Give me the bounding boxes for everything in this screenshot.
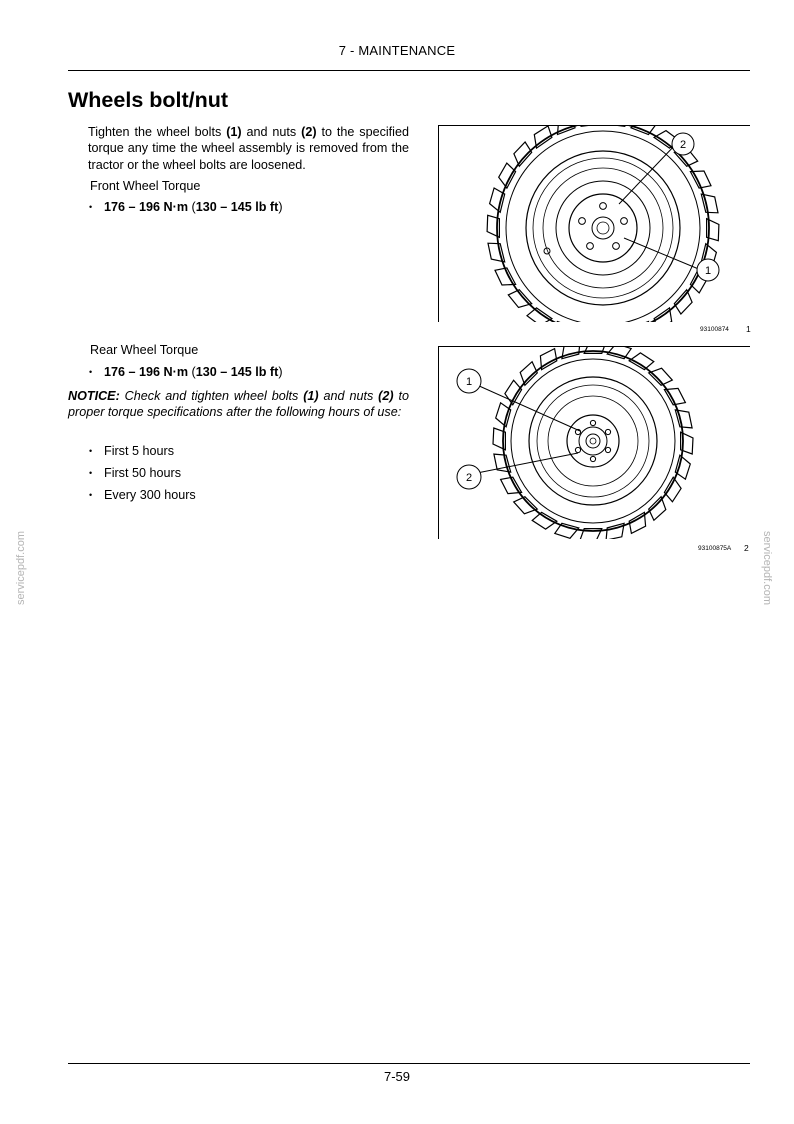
figure-code: 93100875A <box>698 545 732 552</box>
bullet-dot: • <box>89 202 93 212</box>
bullet-dot: • <box>89 446 93 456</box>
hours-item-text: First 5 hours <box>104 444 174 458</box>
figure-number: 2 <box>744 543 749 553</box>
rear-torque-paren-close: ) <box>278 365 283 379</box>
tread-lug <box>631 322 649 323</box>
hours-item-text: Every 300 hours <box>104 488 196 502</box>
rear-torque-paren-open: ( <box>188 365 196 379</box>
notice-text-2: and nuts <box>318 389 379 403</box>
bullet-dot: • <box>89 367 93 377</box>
running-header: 7 - MAINTENANCE <box>338 43 456 58</box>
intro-ref-bolts: (1) <box>226 125 242 139</box>
tread-lug <box>527 308 552 322</box>
notice-ref-nuts: (2) <box>378 389 394 403</box>
bullet-dot: • <box>89 490 93 500</box>
tread-lug <box>674 290 692 314</box>
tread-lug <box>675 455 690 479</box>
bullet-dot: • <box>89 468 93 478</box>
intro-paragraph <box>88 124 409 173</box>
front-callout-label: 2 <box>679 139 687 151</box>
rear-wheel-figure <box>438 346 750 539</box>
figure-code: 93100874 <box>700 326 729 333</box>
front-wheel-figure <box>438 125 750 322</box>
tread-lug <box>490 188 505 212</box>
tread-lug <box>555 523 579 538</box>
rear-callout-label: 2 <box>465 472 473 484</box>
intro-text-1: Tighten the wheel bolts <box>88 125 227 139</box>
watermark-left: servicepdf.com <box>15 531 27 605</box>
notice-text-1: Check and tighten wheel bolts <box>119 389 304 403</box>
notice-paragraph <box>68 388 409 421</box>
front-callout-label: 1 <box>704 265 712 277</box>
hours-item-text: First 50 hours <box>104 466 181 480</box>
section-heading: Wheels bolt/nut <box>68 88 229 112</box>
notice-text-3: to proper torque specifications after the following hours of use: <box>68 389 409 420</box>
rear-tire-tread <box>493 347 693 539</box>
page-number: 7-59 <box>383 1069 411 1084</box>
intro-text-3: to the specified torque any time the wheel assembly is removed from the tractor or the wheel bolts are loosened. <box>88 125 409 172</box>
front-torque-metric: 176 – 196 N·m <box>104 200 189 214</box>
figure-number: 1 <box>746 324 751 334</box>
front-wheel-torque-label: Front Wheel Torque <box>90 179 201 193</box>
header-rule <box>68 70 750 71</box>
intro-text-2: and nuts <box>241 125 302 139</box>
notice-label: NOTICE: <box>68 389 120 403</box>
watermark-right: servicepdf.com <box>761 531 773 605</box>
tread-lug <box>496 403 511 427</box>
notice-ref-bolts: (1) <box>303 389 319 403</box>
intro-ref-nuts: (2) <box>301 125 317 139</box>
footer-rule <box>68 1063 750 1064</box>
front-wheel-illustration <box>439 126 750 322</box>
front-torque-imperial: 130 – 145 lb ft <box>195 200 279 214</box>
rear-torque-imperial: 130 – 145 lb ft <box>195 365 279 379</box>
rear-wheel-torque-label: Rear Wheel Torque <box>90 343 199 357</box>
front-torque-paren-close: ) <box>278 200 283 214</box>
rear-wheel-illustration <box>439 347 750 539</box>
tread-lug <box>514 142 532 166</box>
tread-lug <box>508 290 531 308</box>
rear-callout-label: 1 <box>465 376 473 388</box>
front-torque-paren-open: ( <box>188 200 196 214</box>
rear-torque-metric: 176 – 196 N·m <box>104 365 189 379</box>
front-wheel-nuts <box>579 203 628 250</box>
